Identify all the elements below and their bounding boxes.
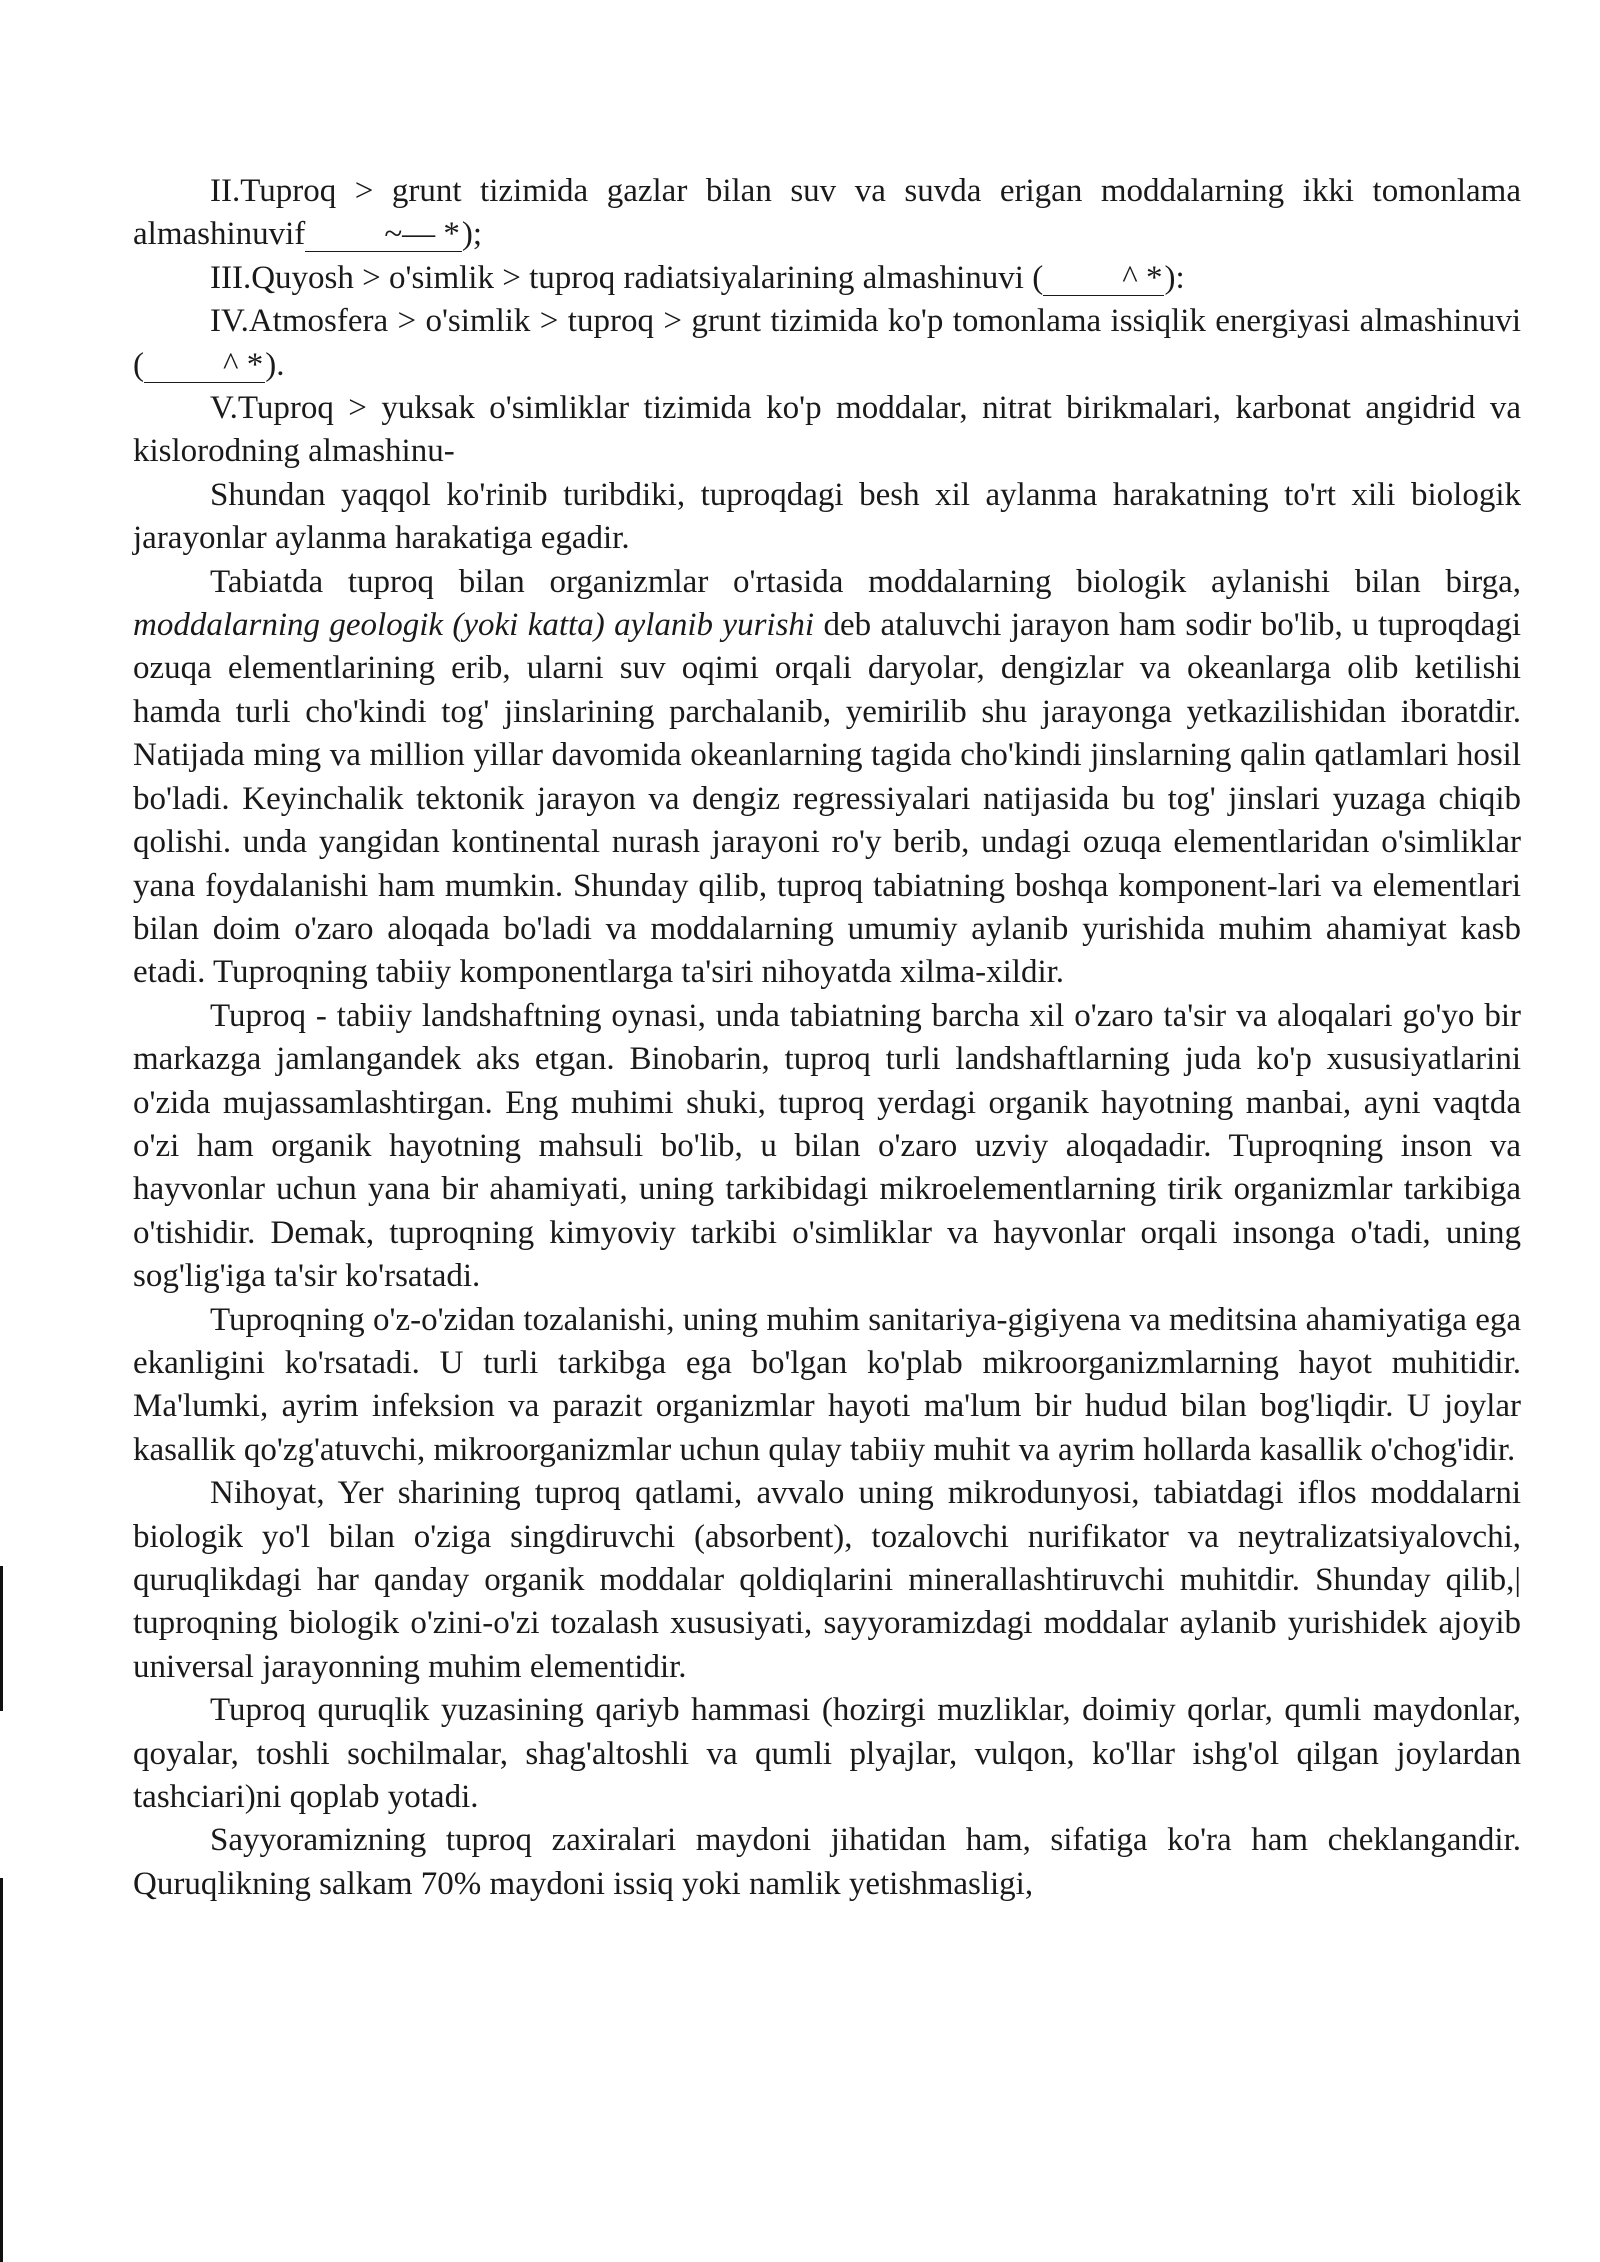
paragraph-4 (133, 387, 1521, 474)
paragraph-text: V.Tuproq > yuksak o'simliklar tizimida ko'p moddalar, nitrat birikmalari, karbonat angidrid va kislorodning almashinu- (133, 390, 1521, 470)
paragraph-3 (133, 300, 1521, 387)
paragraph-text: III.Quyosh > o'simlik > tuproq radiatsiyalarining almashinuvi ( (210, 259, 1044, 296)
paragraph-2 (133, 257, 1521, 300)
paragraph-10 (133, 1689, 1521, 1819)
paragraph-text: ). (265, 346, 285, 383)
document-page (133, 170, 1521, 1906)
fill-in-blank: ^ * (144, 349, 265, 383)
paragraph-8 (133, 1299, 1521, 1473)
margin-mark-lower (0, 1878, 3, 2262)
paragraph-text: Sayyoramizning tuproq zaxiralari maydoni jihatidan ham, sifatiga ko'ra ham cheklangandir. Quruqlikning salkam 70% maydoni issiq yoki namlik yetishmasligi, (133, 1822, 1521, 1902)
paragraph-text: Tabiatda tuproq bilan organizmlar o'rtasida moddalarning biologik aylanishi bilan birga, (210, 563, 1521, 600)
paragraph-text: Tuproq quruqlik yuzasining qariyb hammasi (hozirgi muzliklar, doimiy qorlar, qumli maydonlar, qoyalar, toshli sochilmalar, shag'altoshli va qumli plyajlar, vulqon, ko'llar ishg'ol qilgan joylardan tashciari)ni qoplab yotadi. (133, 1692, 1521, 1816)
paragraph-7 (133, 995, 1521, 1299)
paragraph-text: Tuproq - tabiiy landshaftning oynasi, unda tabiatning barcha xil o'zaro ta'sir va aloqalari go'yo bir markazga jamlangandek aks etgan. Binobarin, tuproq turli landshaftlarning juda ko'p xususiyatlarini o'zida mujassamlashtirgan. Eng muhimi shuki, tuproq yerdagi organik hayotning manbai, ayni vaqtda o'zi ham organik hayotning mahsuli bo'lib, u bilan o'zaro uzviy aloqadadir. Tuproqning inson va hayvonlar uchun yana bir ahamiyati, uning tarkibidagi mikroelementlarning tirik organizmlar tarkibiga o'tishidir. Demak, tuproqning kimyoviy tarkibi o'simliklar va hayvonlar orqali insonga o'tadi, uning sog'lig'iga ta'sir ko'rsatadi. (133, 997, 1521, 1295)
margin-mark-upper (0, 1566, 3, 1711)
paragraph-1 (133, 170, 1521, 257)
paragraph-text: II.Tuproq > grunt tizimida gazlar bilan suv va suvda erigan moddalarning ikki tomonlama almashinuvif (133, 173, 1521, 253)
fill-in-blank: ~— * (305, 218, 462, 252)
fill-in-blank: ^ * (1043, 262, 1164, 296)
paragraph-text: ); (461, 216, 483, 253)
italic-term: moddalarning geologik (yoki katta) aylanib yurishi (133, 607, 815, 644)
paragraph-6 (133, 561, 1521, 995)
paragraph-9 (133, 1472, 1521, 1689)
paragraph-text: IV.Atmosfera > o'simlik > tuproq > grunt tizimida ko'p tomonlama issiqlik energiyasi almashinuvi ( (133, 303, 1521, 383)
paragraph-text: ): (1164, 259, 1185, 296)
paragraph-5 (133, 474, 1521, 561)
paragraph-text: Shundan yaqqol ko'rinib turibdiki, tuproqdagi besh xil aylanma harakatning to'rt xili biologik jarayonlar aylanma harakatiga egadir. (133, 476, 1521, 557)
paragraph-text: deb ataluvchi jarayon ham sodir bo'lib, u tuproqdagi ozuqa elementlarining erib, ularni suv oqimi orqali daryolar, dengizlar va okeanlarga olib ketilishi hamda turli cho'kindi tog' jinslarining parchalanib, yemirilib shu jarayonga yetkazilishidan iboratdir. Natijada ming va million yillar davomida okeanlarning tagida cho'kindi jinslarning qalin qatlamlari hosil bo'ladi. Keyinchalik tektonik jarayon va dengiz regressiyalari natijasida bu tog' jinslari yuzaga chiqib qolishi. unda yangidan kontinental nurash jarayoni ro'y berib, undagi ozuqa elementlaridan o'simliklar yana foydalanishi ham mumkin. Shunday qilib, tuproq tabiatning boshqa komponent-lari va elementlari bilan doim o'zaro aloqada bo'ladi va moddalarning umumiy aylanib yurishida muhim ahamiyat kasb etadi. Tuproqning tabiiy komponentlarga ta'siri nihoyatda xilma-xildir. (133, 607, 1521, 991)
paragraph-11 (133, 1819, 1521, 1906)
paragraph-text: Tuproqning o'z-o'zidan tozalanishi, uning muhim sanitariya-gigiyena va meditsina ahamiyatiga ega ekanligini ko'rsatadi. U turli tarkibga ega bo'lgan ko'plab mikroorganizmlarning hayot muhitidir. Ma'lumki, ayrim infeksion va parazit organizmlar hayoti ma'lum bir hudud bilan bog'liqdir. U joylar kasallik qo'zg'atuvchi, mikroorganizmlar uchun qulay tabiiy muhit va ayrim hollarda kasallik o'chog'idir. (133, 1301, 1521, 1468)
paragraph-text: Nihoyat, Yer sharining tuproq qatlami, avvalo uning mikrodunyosi, tabiatdagi iflos moddalarni biologik yo'l bilan o'ziga singdiruvchi (absorbent), tozalovchi nurifikator va neytralizatsiyalovchi, quruqlikdagi har qanday organik moddalar qoldiqlarini minerallashtiruvchi muhitdir. Shunday qilib,| tuproqning biologik o'zini-o'zi tozalash xususiyati, sayyoramizdagi moddalar aylanib yurishidek ajoyib universal jarayonning muhim elementidir. (133, 1475, 1521, 1685)
